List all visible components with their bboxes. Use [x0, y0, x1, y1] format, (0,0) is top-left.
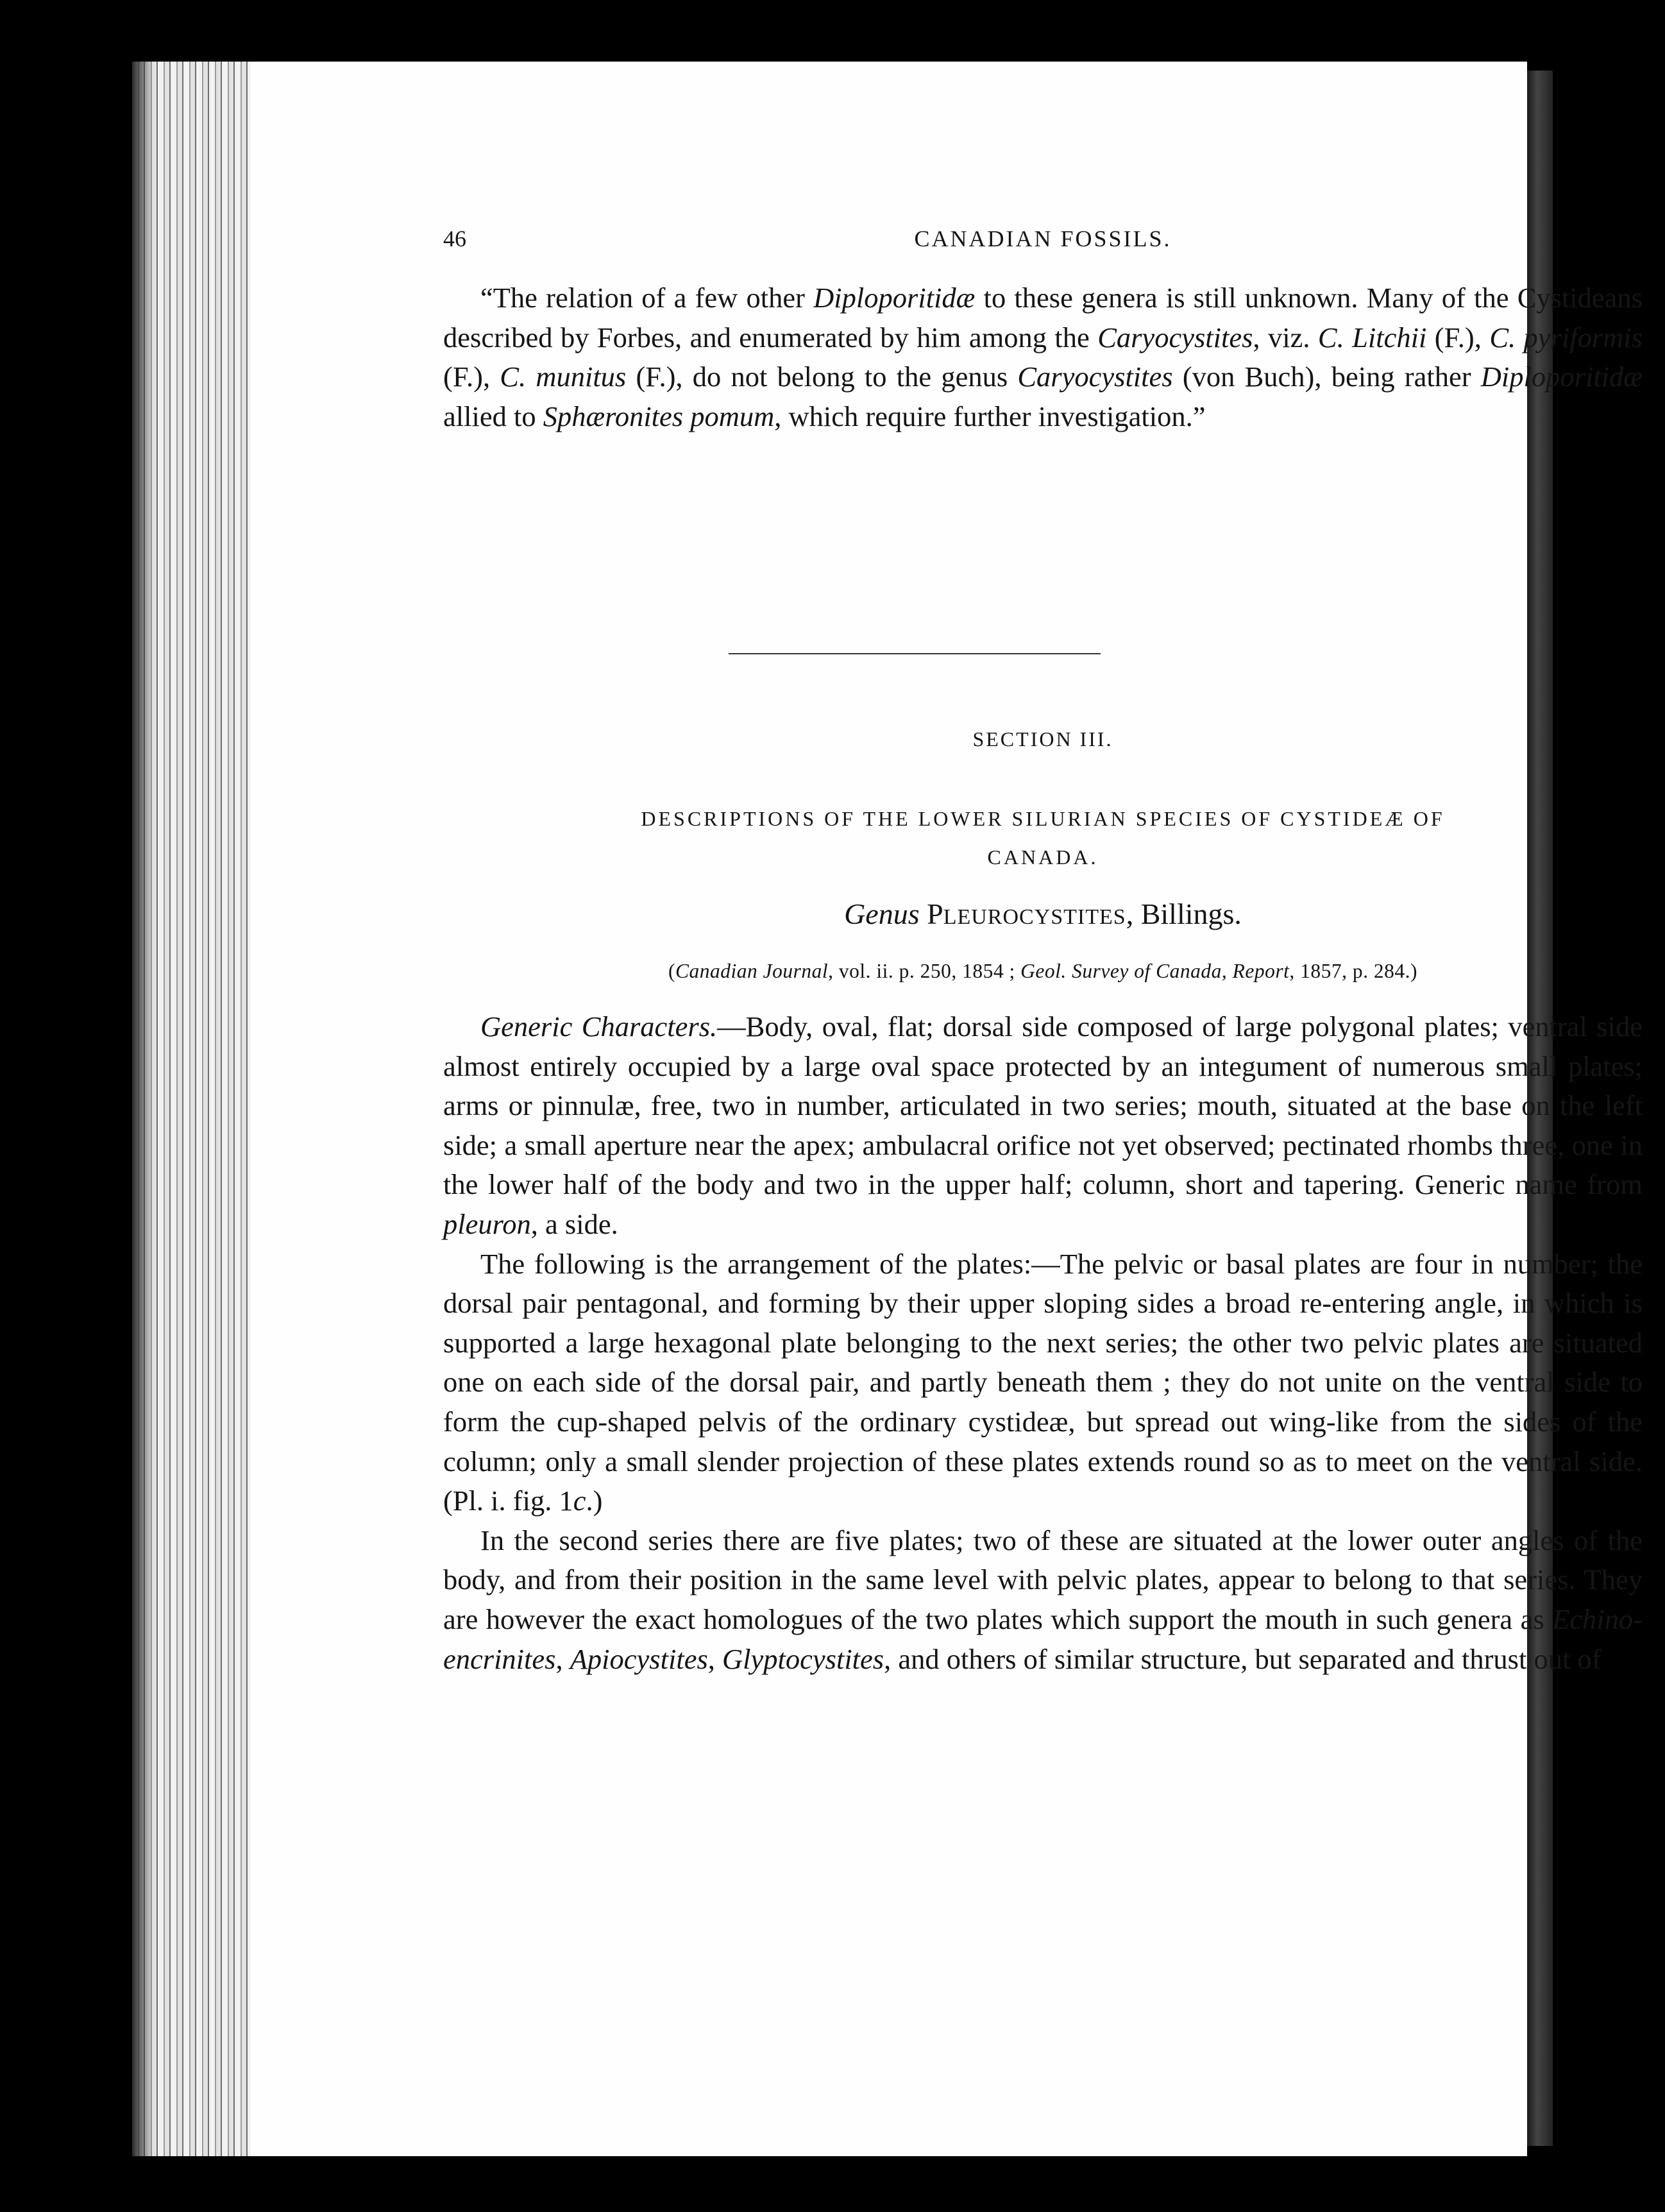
citation-survey: Geol. Survey of Canada, Report: [1020, 960, 1290, 982]
quote-taxon: C. pyriformis: [1489, 321, 1643, 353]
quote-text: , which require further investigation.”: [774, 400, 1206, 432]
citation-text: , vol. ii. p. 250, 1854 ;: [828, 960, 1021, 982]
paragraph-taxon: Glyptocystites: [722, 1642, 884, 1675]
page-number: 46: [443, 226, 466, 251]
quote-taxon: Diploporitidæ: [1480, 361, 1643, 393]
paragraph-taxon: Echino-encrinites: [443, 1603, 1643, 1675]
quote-taxon: C. Litchii: [1317, 321, 1427, 353]
book-page: [251, 62, 1643, 2156]
genus-name-initial: P: [927, 898, 943, 930]
quote-text: , viz.: [1253, 321, 1318, 353]
quote-taxon: Sphæronites pomum: [543, 400, 775, 432]
paragraph-text: The following is the arrangement of the plates:—The pelvic or basal plates are four in number; the dorsal pair pentagonal, and forming by their upper sloping sides a broad re-entering angle, in which is supported a large hexagonal plate belonging to the next series; the other two pelvic plates are situated one on each side of the dorsal pair, and partly beneath them ; they do not unite on the ventral side to form the cup-shaped pelvis of the ordinary cystideæ, but spread out wing-like from the sides of the column; only a small slender projection of these plates extends round so as to meet on the ventral side. (Pl. i. fig. 1: [443, 1247, 1643, 1517]
paragraph-text: , and others of similar structure, but separated and thrust out of: [884, 1642, 1602, 1675]
quote-text: (F.),: [1426, 321, 1490, 353]
paragraph-text: —Body, oval, flat; dorsal side composed of large polygonal plates; ventral side almost entirely occupied by a large oval space protected by an integument of numerous small plates; arms or pinnulæ, free, two in number, articulated in two series; mouth, situated at the base on the left side; a small aperture near the apex; ambulacral orifice not yet observed; pectinated rhombs three, one in the lower half of the body and two in the upper half; column, short and tapering. Generic name from: [443, 1010, 1643, 1201]
genus-name: LEUROCYSTITES: [943, 905, 1126, 929]
running-head: CANADIAN FOSSILS.: [914, 226, 1172, 251]
paragraph-plate-arrangement: [443, 1245, 1643, 1521]
citation-journal: Canadian Journal: [675, 960, 829, 982]
paragraph-text: In the second series there are five plates; two of these are situated at the lower outer angles of the body, and from their position in the same level with pelvic plates, appear to belong to that series. They are however the exact homologues of the two plates which support the mouth in such genera as: [443, 1524, 1643, 1635]
genus-label: Genus: [844, 898, 920, 930]
paragraph-text: , a side.: [530, 1207, 618, 1240]
genus-author: , Billings.: [1126, 898, 1242, 930]
paragraph-text: ,: [555, 1642, 570, 1675]
section-subheading-line: CANADA.: [987, 846, 1099, 869]
quote-taxon: Caryocystites: [1017, 361, 1173, 393]
section-divider: [729, 653, 1101, 654]
paragraph-taxon: Apiocystites: [570, 1642, 708, 1675]
figure-letter: c: [573, 1485, 586, 1517]
quote-taxon: C. munitus: [500, 361, 627, 393]
citation-text: , 1857, p. 284.): [1289, 960, 1417, 982]
paragraph-term: pleuron: [443, 1207, 531, 1240]
quote-text: to these genera is still unknown. Many of the Cystideans described by Forbes, and enumerated by him among the: [443, 282, 1643, 353]
main-text: [443, 1007, 1643, 1679]
citation: [443, 960, 1643, 983]
section-heading: SECTION III.: [972, 727, 1113, 751]
quote-text: allied to: [443, 400, 543, 432]
genus-heading: [443, 897, 1643, 931]
quote-paragraph: [443, 278, 1643, 436]
paragraph-second-series: [443, 1521, 1643, 1679]
quote-text: (F.), do not belong to the genus: [626, 361, 1018, 393]
quote-taxon: Diploporitidæ: [813, 282, 976, 314]
section-subheading: [443, 799, 1643, 876]
paragraph-lead: Generic Characters.: [480, 1010, 718, 1042]
quote-text: (von Buch), being rather: [1172, 361, 1481, 393]
section-subheading-line: DESCRIPTIONS OF THE LOWER SILURIAN SPECIES OF CYSTIDEÆ OF: [641, 807, 1445, 830]
book-spine-shadow: [132, 62, 151, 2156]
quote-text: (F.),: [443, 361, 500, 393]
paragraph-text: ,: [707, 1642, 723, 1675]
quote-taxon: Caryocystites: [1097, 321, 1253, 353]
paragraph-text: .): [586, 1485, 603, 1517]
citation-text: (: [668, 960, 676, 982]
quote-text: “The relation of a few other: [480, 282, 814, 314]
paragraph-generic-characters: [443, 1007, 1643, 1245]
